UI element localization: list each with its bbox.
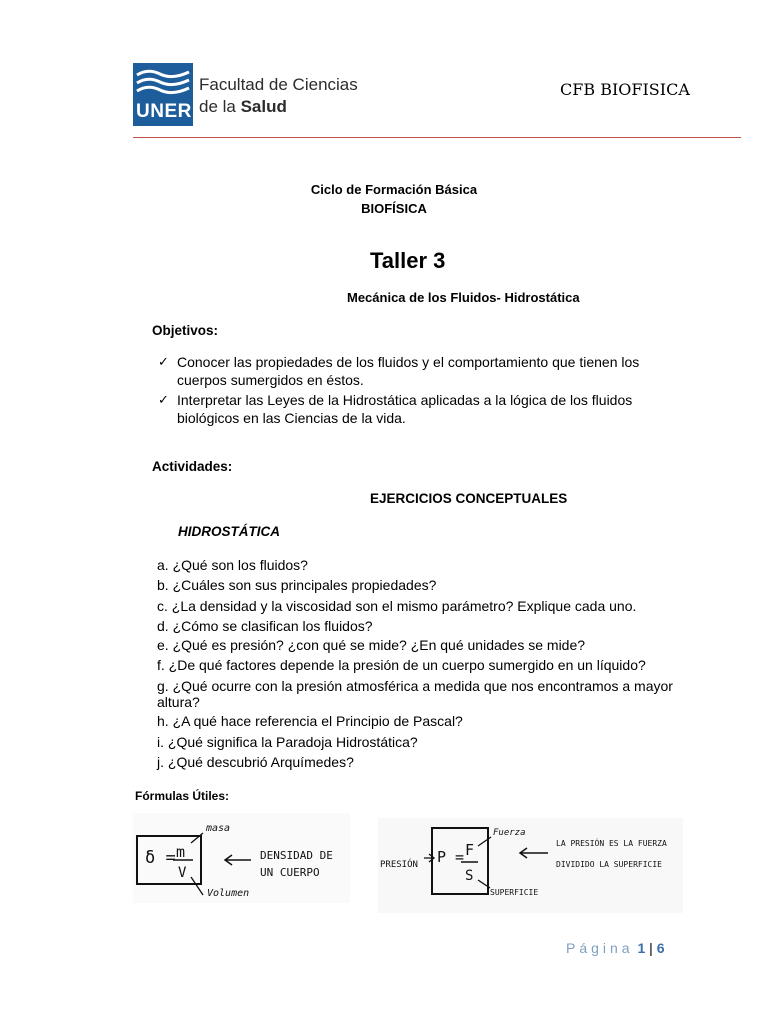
pressure-denominator: S — [465, 868, 474, 884]
density-note-line1: DENSIDAD DE — [260, 849, 333, 862]
title-line1: Ciclo de Formación Básica — [310, 182, 478, 197]
question-item: d. ¿Cómo se clasifican los fluidos? — [157, 618, 373, 634]
question-item: e. ¿Qué es presión? ¿con qué se mide? ¿En qué unidades se mide? — [157, 637, 586, 653]
question-item: a. ¿Qué son los fluidos? — [157, 557, 308, 573]
pressure-numerator: F — [465, 841, 475, 859]
page-total: 6 — [656, 940, 665, 956]
topic-heading: HIDROSTÁTICA — [178, 524, 280, 539]
title-line2: BIOFÍSICA — [361, 201, 427, 216]
logo-line2-bold: Salud — [240, 97, 287, 116]
checkmark-icon: ✓ — [158, 354, 169, 369]
page-current: 1 — [637, 940, 646, 956]
logo-line2 — [199, 97, 287, 117]
logo-line2-prefix: de la — [199, 97, 241, 116]
page-number — [566, 940, 665, 956]
faculty-logo — [133, 63, 358, 126]
density-note-line2: UN CUERPO — [260, 866, 320, 879]
density-label-volume: Volumen — [207, 888, 250, 899]
header-divider — [133, 137, 741, 138]
density-numerator: m — [176, 843, 186, 861]
page-separator: | — [649, 940, 653, 956]
checkmark-icon: ✓ — [158, 392, 169, 407]
page-title: Taller 3 — [370, 248, 446, 273]
logo-abbrev: UNER — [136, 101, 192, 122]
question-item: c. ¿La densidad y la viscosidad son el mismo parámetro? Explique cada uno. — [157, 598, 637, 614]
logo-mark — [133, 63, 193, 126]
question-item: h. ¿A qué hace referencia el Principio de Pascal? — [157, 713, 463, 729]
pressure-label-force: Fuerza — [493, 828, 526, 838]
question-item: b. ¿Cuáles son sus principales propiedades? — [157, 577, 437, 593]
question-item: j. ¿Qué descubrió Arquímedes? — [157, 754, 354, 770]
question-item: f. ¿De qué factores depende la presión de un cuerpo sumergido en un líquido? — [157, 657, 646, 673]
page-subtitle: Mecánica de los Fluidos- Hidrostática — [347, 290, 580, 305]
objectives-heading: Objetivos: — [152, 323, 219, 338]
density-denominator: V — [178, 865, 187, 881]
wave-icon — [133, 63, 193, 99]
question-item: g. ¿Qué ocurre con la presión atmosférica a medida que nos encontramos a mayor altura? — [157, 678, 673, 710]
density-symbol: δ = — [145, 848, 176, 868]
pressure-note-line1: LA PRESIÓN ES LA FUERZA — [556, 839, 667, 848]
activities-heading: Actividades: — [152, 459, 233, 474]
pressure-left-label: PRESIÓN — [380, 860, 418, 870]
formulas-heading: Fórmulas Útiles: — [135, 789, 230, 803]
section-heading: EJERCICIOS CONCEPTUALES — [370, 491, 568, 506]
question-item: i. ¿Qué significa la Paradoja Hidrostática? — [157, 734, 418, 750]
pressure-symbol: P = — [437, 848, 465, 866]
pressure-note-line2: DIVIDIDO LA SUPERFICIE — [556, 860, 662, 869]
objective-text: Conocer las propiedades de los fluidos y el comportamiento que tienen los cuerpos sumergidos en éstos. — [177, 354, 640, 388]
logo-line1: Facultad de Ciencias — [199, 75, 358, 94]
pressure-label-surface: SUPERFICIE — [490, 888, 539, 897]
density-label-mass: masa — [206, 823, 231, 834]
pressure-formula-sketch — [378, 818, 683, 913]
page-label: Página — [566, 940, 634, 956]
objective-text: Interpretar las Leyes de la Hidrostática aplicadas a la lógica de los fluidos biológicos en las Ciencias de la vida. — [177, 392, 633, 426]
density-formula-sketch — [133, 813, 350, 903]
header-course-title: CFB BIOFISICA — [560, 80, 690, 99]
